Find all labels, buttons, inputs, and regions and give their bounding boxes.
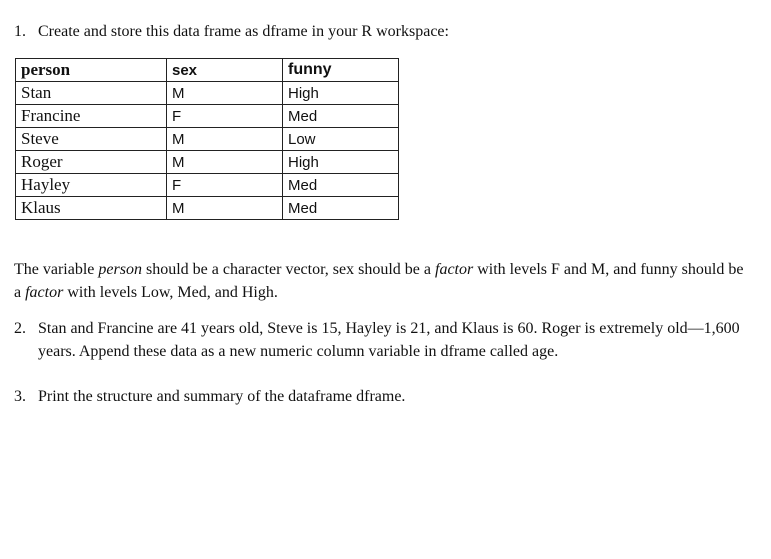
- paragraph-part-2: should be a character vector, sex should be a: [141, 261, 435, 278]
- cell-funny: Med: [283, 105, 399, 128]
- question-3: [14, 385, 754, 408]
- question-2-text: Stan and Francine are 41 years old, Steve is 15, Hayley is 21, and Klaus is 60. Roger is extremely old—1,600 years. Append these data as a new numeric column variable in dframe called age.: [38, 320, 740, 360]
- cell-person: Francine: [16, 105, 167, 128]
- table-row: [16, 174, 399, 197]
- data-frame-table: [15, 58, 399, 220]
- cell-funny: High: [283, 82, 399, 105]
- cell-sex: M: [167, 128, 283, 151]
- header-person: person: [16, 59, 167, 82]
- cell-sex: F: [167, 105, 283, 128]
- table-row: [16, 128, 399, 151]
- header-funny: funny: [283, 59, 399, 82]
- table-row: [16, 197, 399, 220]
- cell-sex: F: [167, 174, 283, 197]
- question-2: [14, 317, 762, 363]
- cell-person: Hayley: [16, 174, 167, 197]
- question-3-number: 3.: [14, 388, 26, 405]
- table-row: [16, 151, 399, 174]
- question-2-number: 2.: [14, 320, 26, 337]
- cell-person: Klaus: [16, 197, 167, 220]
- table-row: [16, 105, 399, 128]
- cell-funny: Low: [283, 128, 399, 151]
- paragraph-part-3: with levels F and M, and funny should be a: [14, 261, 744, 301]
- variable-description-paragraph: [14, 258, 754, 304]
- cell-funny: High: [283, 151, 399, 174]
- cell-sex: M: [167, 151, 283, 174]
- table-row: [16, 82, 399, 105]
- cell-person: Roger: [16, 151, 167, 174]
- paragraph-factor-term-1: factor: [435, 261, 474, 278]
- question-1: [14, 20, 754, 43]
- header-sex: sex: [167, 59, 283, 82]
- cell-sex: M: [167, 197, 283, 220]
- cell-person: Stan: [16, 82, 167, 105]
- cell-funny: Med: [283, 197, 399, 220]
- cell-person: Steve: [16, 128, 167, 151]
- paragraph-part-1: The variable: [14, 261, 99, 278]
- question-1-number: 1.: [14, 23, 26, 40]
- table-header-row: [16, 59, 399, 82]
- question-3-text: Print the structure and summary of the dataframe dframe.: [38, 388, 406, 405]
- cell-funny: Med: [283, 174, 399, 197]
- question-1-text: Create and store this data frame as dframe in your R workspace:: [38, 23, 449, 40]
- cell-sex: M: [167, 82, 283, 105]
- paragraph-person-term: person: [98, 261, 142, 278]
- paragraph-part-4: with levels Low, Med, and High.: [63, 284, 278, 301]
- paragraph-factor-term-2: factor: [25, 284, 64, 301]
